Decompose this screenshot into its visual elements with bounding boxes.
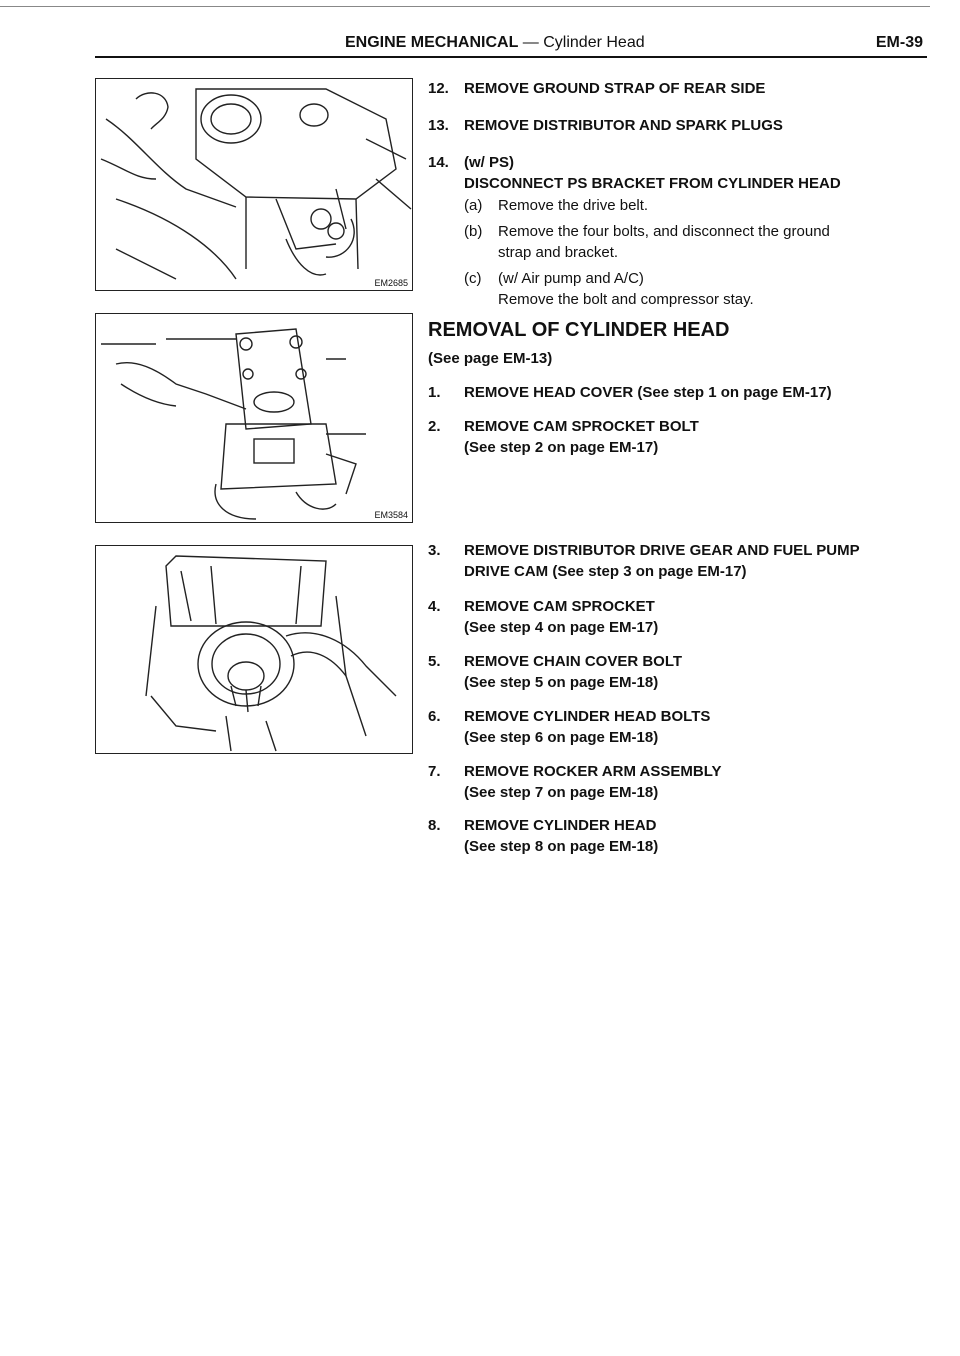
step-text-line1: REMOVE ROCKER ARM ASSEMBLY (464, 763, 722, 780)
step-text-line1: REMOVE CHAIN COVER BOLT (464, 653, 683, 670)
engine-illustration-1 (96, 79, 412, 290)
step-text-line2: (See step 2 on page EM-17) (464, 439, 659, 456)
figure-head-cover (95, 313, 413, 523)
figure-cam-sprocket (95, 545, 413, 754)
substep-text-line2: Remove the bolt and compressor stay. (498, 291, 754, 308)
substep-text-line1: Remove the four bolts, and disconnect the ground (498, 223, 830, 240)
step-number: 12. (428, 80, 449, 97)
title-rest: — Cylinder Head (518, 34, 645, 51)
step-number: 8. (428, 817, 441, 834)
step-text-line2: DRIVE CAM (See step 3 on page EM-17) (464, 563, 747, 580)
step-number: 1. (428, 384, 441, 401)
step-text-line2: (See step 5 on page EM-18) (464, 674, 659, 691)
step-text-line2: (See step 4 on page EM-17) (464, 619, 659, 636)
substep-label: (b) (464, 223, 483, 240)
step-number: 14. (428, 154, 449, 171)
step-text-line1: REMOVE CYLINDER HEAD BOLTS (464, 708, 711, 725)
step-number: 4. (428, 598, 441, 615)
figure-ground-strap (95, 78, 413, 291)
step-text-line1: REMOVE DISTRIBUTOR DRIVE GEAR AND FUEL PUMP (464, 542, 860, 559)
step-text-line2: (See step 8 on page EM-18) (464, 838, 659, 855)
step-text-line1: REMOVE CAM SPROCKET (464, 598, 655, 615)
page-header (95, 34, 927, 62)
title-bold: ENGINE MECHANICAL (345, 34, 519, 51)
step-number: 5. (428, 653, 441, 670)
step-number: 2. (428, 418, 441, 435)
step-text-line2: (See step 7 on page EM-18) (464, 784, 659, 801)
page-number: EM-39 (875, 34, 923, 51)
step-text: REMOVE DISTRIBUTOR AND SPARK PLUGS (464, 117, 783, 134)
step-number: 7. (428, 763, 441, 780)
step-number: 3. (428, 542, 441, 559)
step-text-line1: REMOVE CYLINDER HEAD (464, 817, 657, 834)
step-number: 13. (428, 117, 449, 134)
step-text: REMOVE GROUND STRAP OF REAR SIDE (464, 80, 766, 97)
substep-text-line2: strap and bracket. (498, 244, 619, 261)
section-title: REMOVAL OF CYLINDER HEAD (428, 319, 730, 341)
engine-illustration-3 (96, 546, 412, 753)
substep-text-line1: (w/ Air pump and A/C) (498, 270, 644, 287)
substep-label: (a) (464, 197, 483, 214)
page-title (345, 34, 645, 52)
step-text-line1: (w/ PS) (464, 154, 515, 171)
substep-label: (c) (464, 270, 482, 287)
substep-text: Remove the drive belt. (498, 197, 649, 214)
step-text-line1: REMOVE CAM SPROCKET BOLT (464, 418, 699, 435)
step-text-line1: REMOVE HEAD COVER (See step 1 on page EM-17) (464, 384, 832, 401)
figure-code: EM3584 (374, 510, 408, 520)
step-number: 6. (428, 708, 441, 725)
engine-illustration-2 (96, 314, 412, 522)
header-rule (95, 56, 927, 58)
step-text-line2: (See step 6 on page EM-18) (464, 729, 659, 746)
step-text-line2: DISCONNECT PS BRACKET FROM CYLINDER HEAD (464, 175, 841, 192)
figure-code: EM2685 (374, 278, 408, 288)
top-border-line (0, 6, 930, 7)
section-reference: (See page EM-13) (428, 350, 553, 367)
